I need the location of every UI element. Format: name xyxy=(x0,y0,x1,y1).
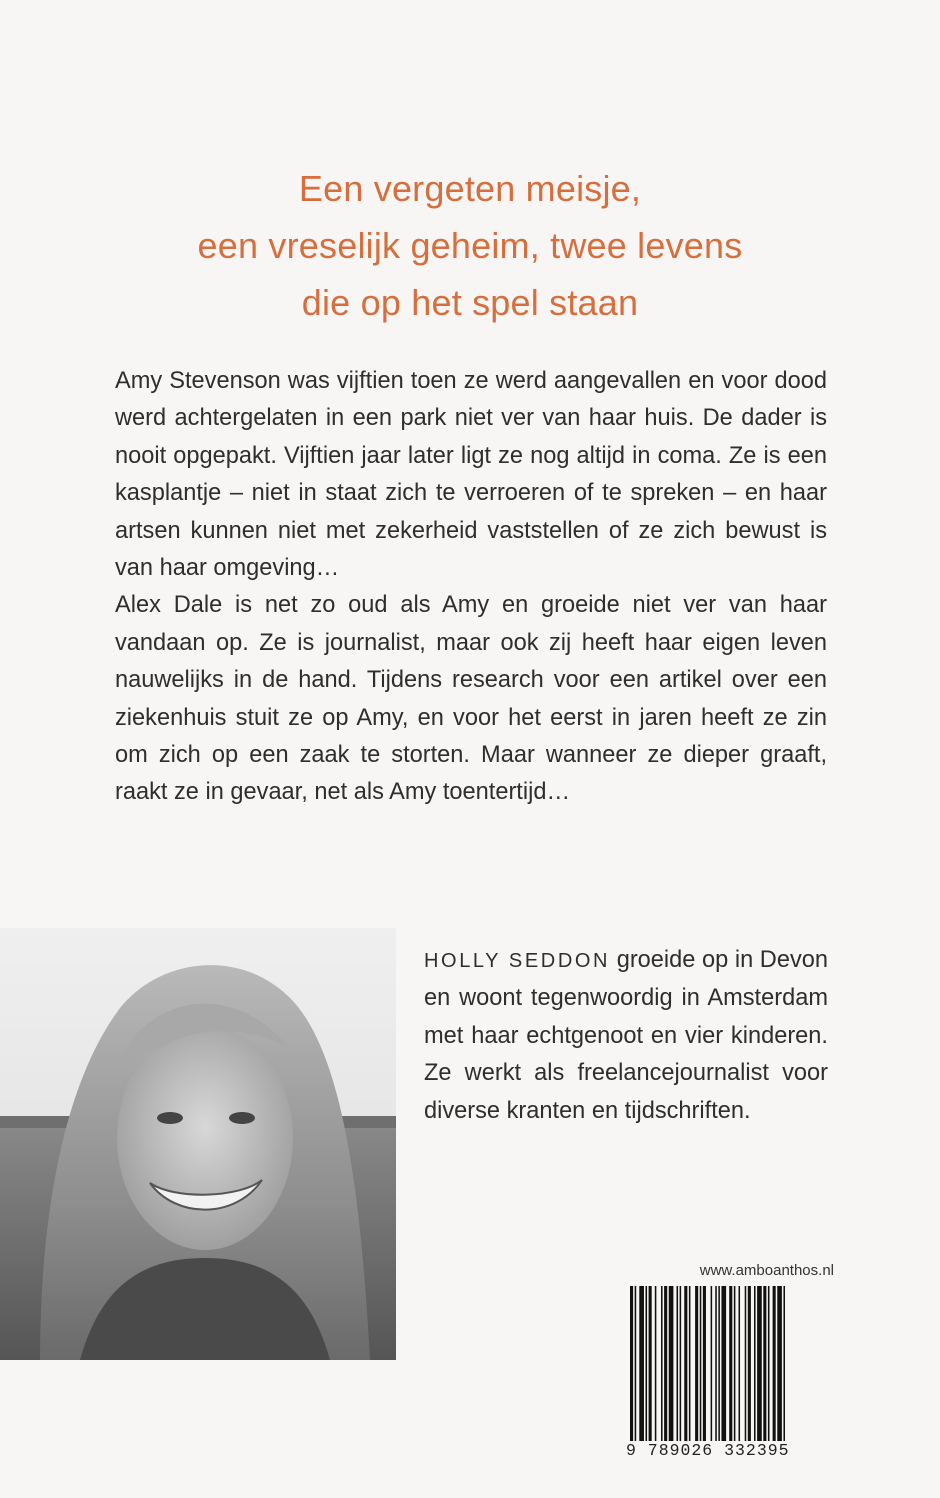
blurb-paragraph-1: Amy Stevenson was vijftien toen ze werd aangevallen en voor dood werd achtergelaten in een park niet ver van haar huis. De dader is nooit opgepakt. Vijftien jaar later ligt ze nog altijd in coma. Ze is een kasplantje – niet in staat zich te verroeren of te spreken – en haar artsen kunnen niet met zekerheid vaststellen of ze zich bewust is van haar omgeving… xyxy=(115,368,827,582)
tagline-line-1: Een vergeten meisje, xyxy=(298,168,642,209)
barcode-bar xyxy=(700,1286,702,1441)
barcode-bar xyxy=(757,1286,762,1441)
barcode-bar xyxy=(661,1286,663,1441)
barcode-bar xyxy=(739,1286,741,1441)
barcode-bar xyxy=(783,1286,785,1441)
tagline-line-3: die op het spel staan xyxy=(301,282,639,323)
author-photo xyxy=(0,928,396,1360)
barcode-bar xyxy=(748,1286,751,1441)
blurb-paragraph-2: Alex Dale is net zo oud als Amy en groeide niet ver van haar vandaan op. Ze is journalist, maar ook zij heeft haar eigen leven nauwelijks in de hand. Tijdens research voor een artikel over een ziekenhuis stuit ze op Amy, en voor het eerst in jaren heeft ze zin om zich op een zaak te storten. Maar wanneer ze dieper graaft, raakt ze in gevaar, net als Amy toentertijd… xyxy=(115,592,827,806)
barcode-bar xyxy=(646,1286,648,1441)
author-portrait-illustration xyxy=(0,928,396,1360)
tagline xyxy=(0,160,940,331)
barcode-bar xyxy=(664,1286,667,1441)
barcode-bar xyxy=(745,1286,747,1441)
barcode-bar xyxy=(684,1286,687,1441)
barcode-bar xyxy=(635,1286,637,1441)
barcode-bars xyxy=(626,1286,834,1441)
barcode-bar xyxy=(639,1286,644,1441)
barcode-bar xyxy=(773,1286,776,1441)
author-name: HOLLY SEDDON xyxy=(424,950,611,972)
blurb xyxy=(115,363,827,812)
barcode-bar xyxy=(703,1286,706,1441)
barcode-bar xyxy=(680,1286,682,1441)
barcode-bar xyxy=(718,1286,720,1441)
barcode-bar xyxy=(669,1286,674,1441)
publisher-website[interactable]: www.amboanthos.nl xyxy=(699,1262,834,1279)
barcode xyxy=(626,1286,834,1441)
isbn-number: 9 789026 332395 xyxy=(626,1441,790,1460)
barcode-bar xyxy=(768,1286,770,1441)
barcode-bar xyxy=(729,1286,732,1441)
barcode-bar xyxy=(630,1286,633,1441)
barcode-bar xyxy=(711,1286,713,1441)
barcode-bar xyxy=(715,1286,717,1441)
barcode-bar xyxy=(734,1286,736,1441)
barcode-bar xyxy=(763,1286,766,1441)
barcode-bar xyxy=(655,1286,657,1441)
barcode-bar xyxy=(754,1286,756,1441)
barcode-bar xyxy=(649,1286,652,1441)
barcode-bar xyxy=(721,1286,726,1441)
tagline-line-2: een vreselijk geheim, twee levens xyxy=(197,225,743,266)
barcode-bar xyxy=(689,1286,691,1441)
barcode-bar xyxy=(677,1286,679,1441)
author-bio xyxy=(424,942,828,1130)
barcode-bar xyxy=(695,1286,698,1441)
author-bio-text: groeide op in Devon en woont tegenwoordig in Amsterdam met haar echtgenoot en vier kinderen. Ze werkt als freelancejournalist voor diverse kranten en tijdschriften. xyxy=(424,947,828,1124)
barcode-bar xyxy=(777,1286,782,1441)
